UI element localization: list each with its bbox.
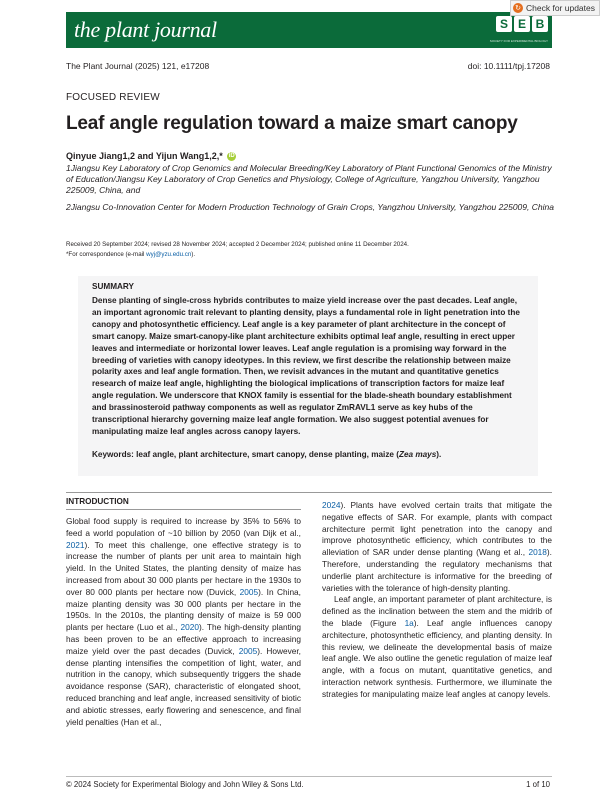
copyright-notice: © 2024 Society for Experimental Biology and John Wiley & Sons Ltd.: [66, 780, 304, 789]
correspondence: [66, 251, 195, 258]
check-updates-icon: ↻: [513, 3, 523, 13]
p1-text-c: ). In China, maize planting density was 30 000 plants per hectare in the 1950s. In the 2010s, the planting density of maize is 59 000 plants per hectare (Luo et al.,: [66, 586, 301, 633]
keywords-end: ).: [436, 450, 442, 459]
doi-link[interactable]: doi: 10.1111/tpj.17208: [467, 61, 550, 71]
seb-tagline: SOCIETY FOR EXPERIMENTAL BIOLOGY: [489, 39, 548, 43]
citation-link[interactable]: 2005: [238, 645, 258, 656]
p1-text-b: ). To meet this challenge, one effective strategy is to increase the number of plants per unit area to maintain high yield. In the United States, the planting density of maize has increased from about 30 000 plants per hectare in the 1930s to over 80 000 plants per hectare now (Duvick,: [66, 539, 301, 597]
summary-divider: [66, 492, 552, 493]
orcid-icon[interactable]: iD: [228, 153, 235, 160]
citation-link[interactable]: 2018: [528, 547, 547, 558]
seb-logo-letter-e: E: [514, 16, 530, 32]
summary-text: Dense planting of single-cross hybrids contributes to maize yield increase over the past decades. Leaf angle, an important agronomic trait relevant to planting density, plays a fundamental role in light penetration into the canopy and photosynthetic efficiency. Leaf angle is a key parameter of plant architecture in the concept of smart canopy. Maize smart-canopy-like plant architecture exhibits optimal leaf angle, resulting in erect upper leaves and intermediate or horizontal lower leaves. Leaf angle regulation is a promising way forward in the breeding of varieties with canopy ideotypes. In this review, we first describe the relationship between maize polarity axes and leaf angle formation. Then, we revisit advances in the mutant and quantitative genetics research of maize leaf angle, highlighting the biological implications of transcription factors for maize leaf angle regulation. We underscore that KNOX family is essential for the blade-sheath boundary establishment and brassinosteroid pathway components as well as regulator ZmRAVL1 serve as key hubs of the transcriptional hierarchy governing maize leaf angle formation. We also suggest potential avenues for manipulating maize leaf angles across canopy layers.: [92, 296, 520, 436]
citation-link[interactable]: 2021: [66, 539, 85, 550]
body-column-2: [322, 500, 552, 701]
p2-text-b: ). Leaf angle influences canopy architecture, photosynthetic efficiency, and planting density. In this review, we delineate the developmental basis of maize leaf angle. We also outline the genetic regulation of maize leaf angle, with a focus on mutant, quantitative genetics, and interaction network synthesis. Furthermore, we illuminate the strategies for manipulating maize leaf angles at canopy levels.: [322, 617, 553, 699]
seb-logo-letter-s: S: [496, 16, 512, 32]
p1-text-e: ). However, dense planting intensifies the competition of light, water, and nutrition in the canopy, which subsequently triggers the shade avoidance response (SAR), characteristic of elongated shoot, reduced branching and leaf angle, increased sensitivity of biotic and abiotic stresses, early flowering and senescence, and final yield penalties (Han et al.,: [66, 645, 301, 727]
correspondence-email-link[interactable]: wyj@yzu.edu.cn: [146, 251, 192, 258]
article-dates: Received 20 September 2024; revised 28 November 2024; accepted 2 December 2024; published online 11 December 2024.: [66, 241, 409, 248]
article-section: FOCUSED REVIEW: [66, 92, 160, 103]
p2-text-a: Leaf angle, an important parameter of plant architecture, is defined as the inclination between the stem and the midrib of the blade (Figure: [322, 594, 552, 628]
affiliation-2: 2Jiangsu Co-Innovation Center for Modern Production Technology of Grain Crops, Yangzhou University, Yangzhou 225009, China: [66, 202, 554, 212]
article-title: Leaf angle regulation toward a maize smart canopy: [66, 113, 518, 134]
p1-text-g: ). Therefore, understanding the regulatory mechanisms that underlie plant architecture is informative for the breeding of varieties with the tolerance of high-density planting.: [322, 547, 552, 593]
citation-link[interactable]: 2005: [239, 586, 259, 597]
body-column-1: [66, 516, 301, 728]
keywords-list: leaf angle, plant architecture, smart canopy, dense planting, maize (: [136, 450, 399, 459]
check-for-updates-button[interactable]: [510, 0, 600, 16]
citation-link[interactable]: 2024: [322, 500, 341, 510]
check-updates-label: Check for updates: [526, 3, 595, 13]
journal-name: the plant journal: [74, 17, 217, 42]
intro-heading-rule: [66, 509, 301, 510]
author-list: [66, 151, 236, 161]
summary-heading: SUMMARY: [92, 282, 134, 291]
correspondence-suffix: ).: [191, 251, 196, 258]
intro-paragraph-2: [322, 594, 552, 700]
keywords: [92, 450, 441, 459]
author-names: Qinyue Jiang1,2 and Yijun Wang1,2,*: [66, 151, 223, 161]
keywords-species: Zea mays: [398, 450, 437, 459]
intro-paragraph-1-part-2: [322, 500, 552, 594]
p1-text-d: ). The high-density planting has been proven to be an effective approach to increasing maize yield over the past decades (Duvick,: [66, 622, 302, 656]
journal-citation: The Plant Journal (2025) 121, e17208: [66, 61, 210, 71]
affiliation-1: 1Jiangsu Key Laboratory of Crop Genomics and Molecular Breeding/Key Laboratory of Plant Functional Genomics of the Ministry of Education/Jiangsu Key Laboratory of Crop Genetics and Physiology, College of Agriculture, Yangzhou University, Yangzhou 225009, China, and: [66, 163, 552, 196]
citation-link[interactable]: 2020: [180, 622, 199, 633]
correspondence-prefix: *For correspondence (e-mail: [66, 251, 147, 258]
footer-divider: [66, 776, 552, 777]
p1-text-a: Global food supply is required to increase by 35% to 56% to feed a world population of ~10 billion by 2050 (van Dijk et al.,: [66, 516, 301, 538]
p1-text-f: ). Plants have evolved certain traits that mitigate the negative effects of SAR. For example, plants with compact architecture permit light penetration into the canopy and improve photosynthetic efficiency, which contributes to the alleviation of SAR under dense planting (Wang et al.,: [322, 500, 552, 558]
seb-logo-letter-b: B: [532, 16, 548, 32]
intro-paragraph-1-part-1: [66, 516, 301, 728]
introduction-heading: INTRODUCTION: [66, 497, 129, 506]
seb-logo: [496, 16, 548, 40]
figure-link[interactable]: 1a: [404, 617, 414, 628]
keywords-label: Keywords:: [92, 450, 134, 459]
page-number: 1 of 10: [526, 780, 550, 789]
